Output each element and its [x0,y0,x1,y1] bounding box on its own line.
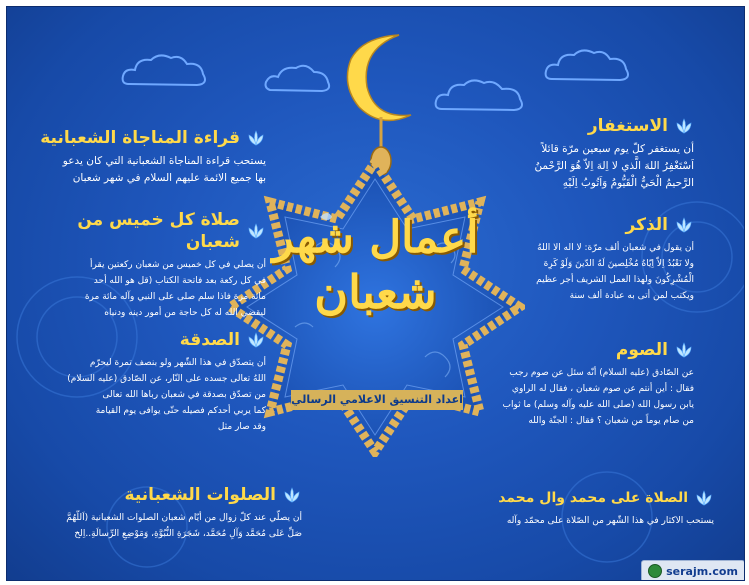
section-line: وقد صار مثل [217,422,266,432]
lotus-icon [674,342,694,358]
section-line: أن يقول في شعبان ألف مرّة: لا اله الا اللهُ [537,243,694,253]
section-istighfar [479,115,694,192]
section-heading: الذكر [625,215,668,235]
section-sawm [464,339,694,429]
section-line: أن يصلّي عند كلّ زوال من أيّام شعبان الصلوات الشعبانية (اَللّهُمَّ [66,513,302,523]
section-line: اللهُ تعالى جسده على النّار، عن الصّادق (عليه السلام) [67,374,266,384]
section-line: الرَّحيمُ الْحَيُّ الْقَيُّومُ وَاَتُوبُ اِلَيْهِ [562,177,694,189]
section-line: اَسْتَغْفِرُ اللهَ الَّذي لا اِلهَ اِلاّ هُوَ الرَّحْمنُ [534,160,694,172]
section-line: كما يربي أحدكم فصيله حتّى يوافى يوم القيامة [95,406,266,416]
section-heading: صلاة كل خميس من شعبان [77,210,240,252]
cloud-icon [432,77,527,117]
section-line: الْمُشْرِكُونَ ولهذا العمل الشريف أجر عظيم [536,275,694,285]
poster-subtitle: شعبان [314,265,437,319]
section-line: يستحب الاكثار في هذا الشّهر من الصّلاة على محمّد وآله [506,516,714,526]
section-line: أن يستغفر كلّ يوم سبعين مرّة قائلاً [541,143,694,155]
section-heading: الصوم [615,340,668,360]
section-salawat-muhammad [424,487,714,529]
cloud-icon [262,62,332,96]
section-salawat-shabaniya [17,484,302,542]
section-line: يابن رسول الله (صلى الله عليه وآله وسلم) ما ثواب [502,400,694,410]
lotus-icon [282,487,302,503]
section-line: صَلِّ عَلى مُحَمَّد وَآلِ مُحَمَّد، شَجَرَةِ النُّبُوَّةِ، وَمَوْضِعِ الرِّسالَةِ..اِلخ [74,529,302,539]
section-line: ويكتب لمن أتى به عبادة ألف سنة [569,291,694,301]
site-label: serajm.com [666,564,738,578]
credit-banner: اعداد التنسيق الاعلامي الرسالي [291,390,463,410]
lotus-icon [674,217,694,233]
section-sadaqa [21,329,266,435]
lotus-icon [246,130,266,146]
section-dhikr [474,214,694,304]
section-line: يستحب قراءة المناجاة الشعبانية التي كان يدعو [62,155,266,167]
poster-title: أعمال شهر [272,212,479,263]
section-line: فقال : أين أنتم عن صوم شعبان ، فقال له الراوي [511,384,694,394]
section-line: من صام يوماً من شعبان ؟ فقال : الجنّة والله [528,416,694,426]
section-line: من تصدّق بصدقة في شعبان رباها الله تعالى [102,390,266,400]
section-line: مائة مرة فاذا سلم صلى على النبي وآله مائة مرة [84,292,266,302]
poster [6,6,745,581]
section-salat-thursday [21,209,266,321]
section-heading: الصدقة [179,330,240,350]
section-line: ليقضي الله له كل حاجة من أمور دينه ودنياه [104,308,266,318]
section-munajat [21,127,266,187]
section-line: أن يتصدّق في هذا الشّهر ولو بنصف تمرة ليحرّم [89,358,266,368]
site-logo-icon [648,564,662,578]
section-heading: الصلوات الشعبانية [124,485,276,505]
section-line: في كل ركعة بعد فاتحة الكتاب (قل هو الله أحد [93,276,266,286]
lotus-icon [694,490,714,506]
section-line: عن الصّادق (عليه السلام) أنّه سئل عن صوم رجب [509,368,694,378]
section-line: أن يصلي في كل خميس من شعبان ركعتين يقرأ [89,260,266,270]
lotus-icon [246,332,266,348]
cloud-icon [542,47,632,87]
lotus-icon [674,118,694,134]
site-watermark [641,560,745,581]
section-line: ولا نَعْبُدُ اِلاّ اِيّاهُ مُخْلِصينَ لَهُ الدّينَ وَلَوْ كَرِهَ [543,259,694,269]
section-heading: الاستغفار [587,116,668,136]
section-line: بها جميع الائمة عليهم السلام في شهر شعبان [72,172,266,184]
lotus-icon [246,223,266,239]
section-heading: قراءة المناجاة الشعبانية [40,128,240,148]
section-heading: الصلاة على محمد وال محمد [498,490,688,506]
cloud-icon [119,52,209,92]
